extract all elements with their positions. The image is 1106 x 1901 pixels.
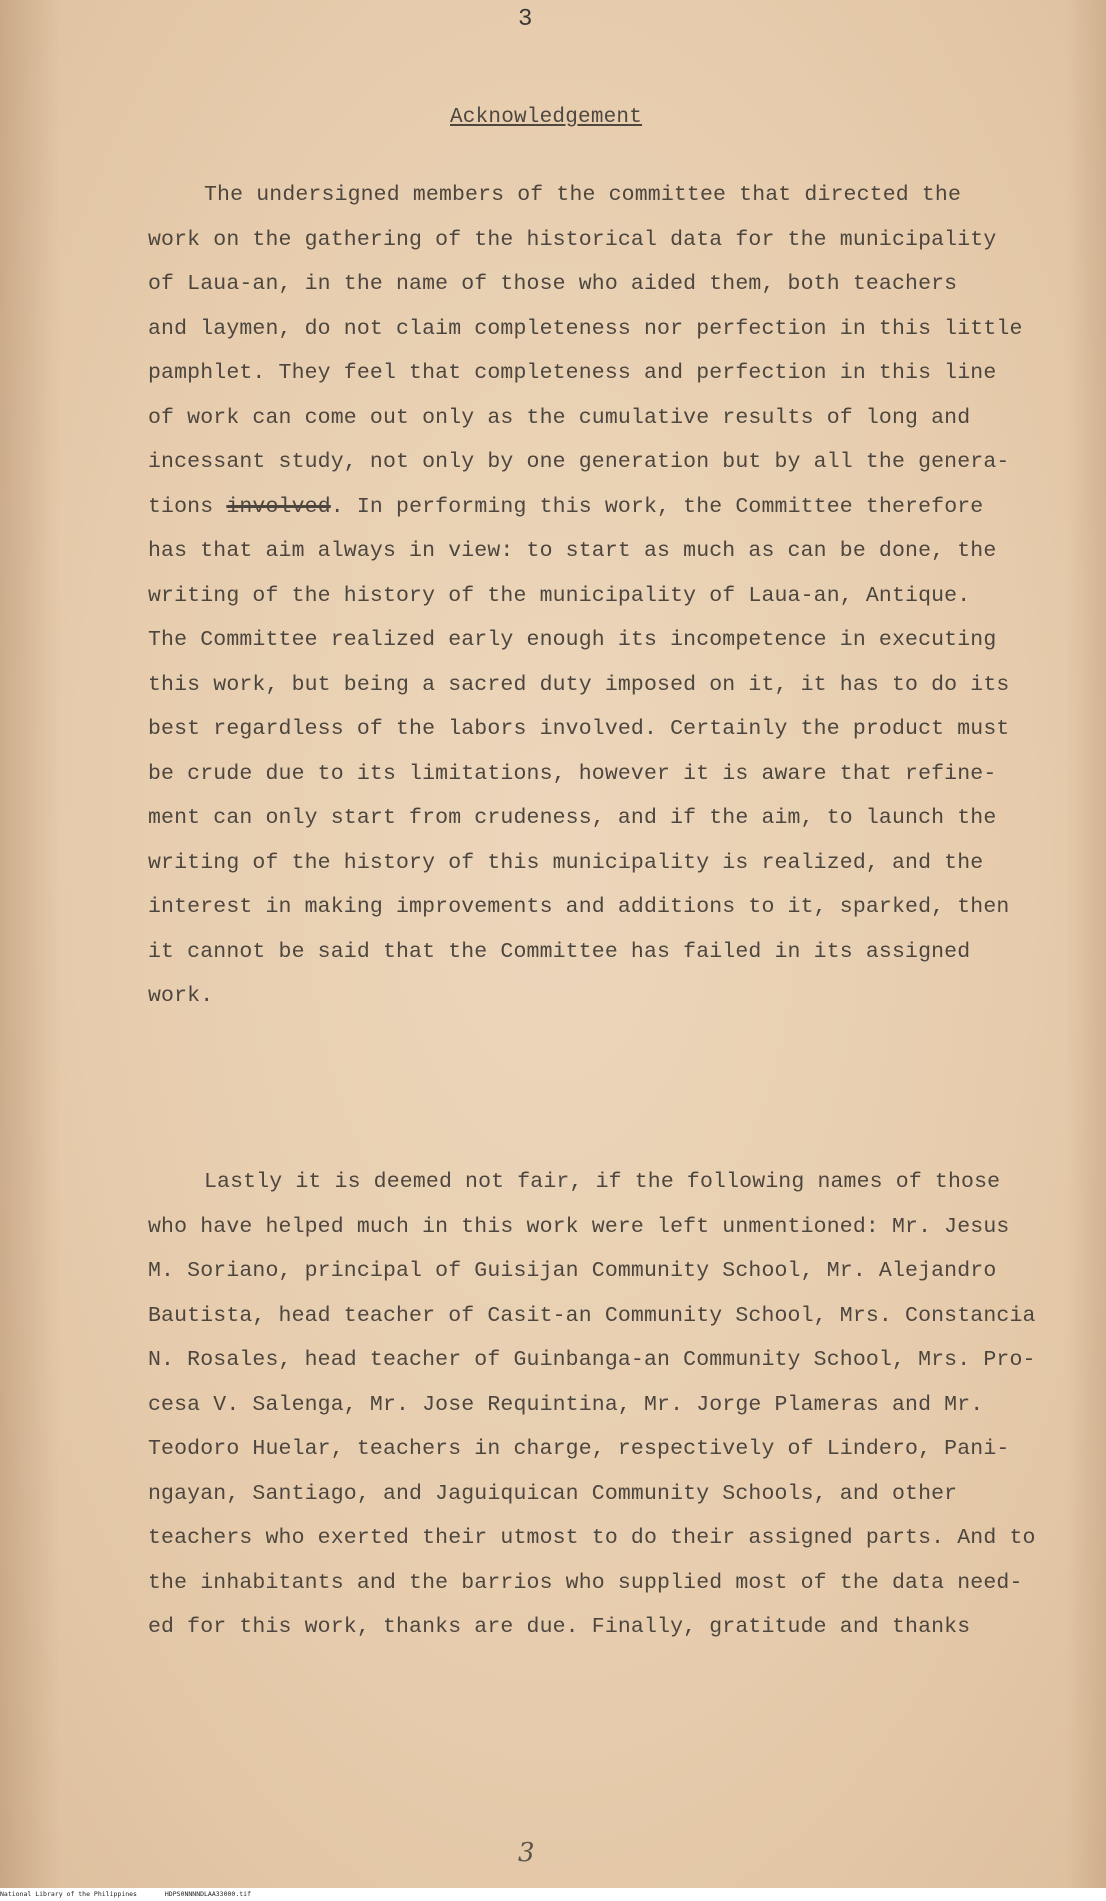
text-line: The undersigned members of the committee that directed the: [204, 183, 962, 207]
acknowledgement-paragraph-2: [148, 1160, 1036, 1650]
text-line: Lastly it is deemed not fair, if the following names of those: [204, 1170, 1001, 1194]
text-line: teachers who exerted their utmost to do their assigned parts. And to: [148, 1526, 1036, 1550]
text-line: N. Rosales, head teacher of Guinbanga-an Community School, Mrs. Pro-: [148, 1348, 1036, 1372]
text-line: and laymen, do not claim completeness nor perfection in this little: [148, 316, 1023, 341]
footer-file: HDPS0NNNNDLAA33000.tif: [164, 1890, 251, 1898]
text-line: interest in making improvements and additions to it, sparked, then: [148, 895, 1010, 919]
text-line: this work, but being a sacred duty imposed on it, it has to do its: [148, 672, 1010, 697]
text-line: writing of the history of the municipality of Laua-an, Antique.: [148, 583, 971, 608]
text-line: The Committee realized early enough its incompetence in executing: [148, 628, 997, 652]
text-line-part: tions: [148, 494, 227, 519]
text-line: work on the gathering of the historical data for the municipality: [148, 227, 997, 252]
page-number-bottom: 3: [518, 1838, 535, 1868]
text-line: ed for this work, thanks are due. Finally, gratitude and thanks: [148, 1615, 971, 1639]
text-line: ment can only start from crudeness, and if the aim, to launch the: [148, 806, 997, 830]
scan-footer: [0, 1888, 1106, 1901]
page-edge-shadow-left: [0, 0, 60, 1888]
text-line: the inhabitants and the barrios who supplied most of the data need-: [148, 1570, 1023, 1595]
text-line: has that aim always in view: to start as much as can be done, the: [148, 539, 997, 563]
footer-library: National Library of the Philippines: [0, 1890, 137, 1898]
text-line: incessant study, not only by one generation but by all the genera-: [148, 450, 1010, 474]
text-line: M. Soriano, principal of Guisijan Community School, Mr. Alejandro: [148, 1259, 997, 1283]
acknowledgement-paragraph-1: [148, 173, 1028, 1019]
text-line-part: . In performing this work, the Committee therefore: [330, 494, 984, 519]
text-line: work.: [148, 984, 214, 1008]
text-line: it cannot be said that the Committee has failed in its assigned: [148, 939, 971, 964]
text-line: ngayan, Santiago, and Jaguiquican Community Schools, and other: [148, 1481, 958, 1506]
text-line: who have helped much in this work were left unmentioned: Mr. Jesus: [148, 1214, 1010, 1239]
text-line: best regardless of the labors involved. Certainly the product must: [148, 717, 1010, 741]
struck-word: involved: [226, 494, 331, 519]
text-line: pamphlet. They feel that completeness and perfection in this line: [148, 361, 997, 385]
page-edge-shadow-right: [1066, 0, 1106, 1888]
text-line: Bautista, head teacher of Casit-an Community School, Mrs. Constancia: [148, 1303, 1036, 1328]
text-line: writing of the history of this municipality is realized, and the: [148, 850, 984, 875]
page-number-top: 3: [518, 6, 533, 33]
page-title: Acknowledgement: [450, 106, 643, 129]
text-line-with-strikethrough: [148, 485, 1028, 530]
text-line: cesa V. Salenga, Mr. Jose Requintina, Mr. Jorge Plameras and Mr.: [148, 1392, 984, 1417]
text-line: Teodoro Huelar, teachers in charge, respectively of Lindero, Pani-: [148, 1437, 1010, 1461]
text-line: of Laua-an, in the name of those who aided them, both teachers: [148, 272, 958, 296]
text-line: of work can come out only as the cumulative results of long and: [148, 405, 971, 430]
text-line: be crude due to its limitations, however it is aware that refine-: [148, 761, 997, 786]
